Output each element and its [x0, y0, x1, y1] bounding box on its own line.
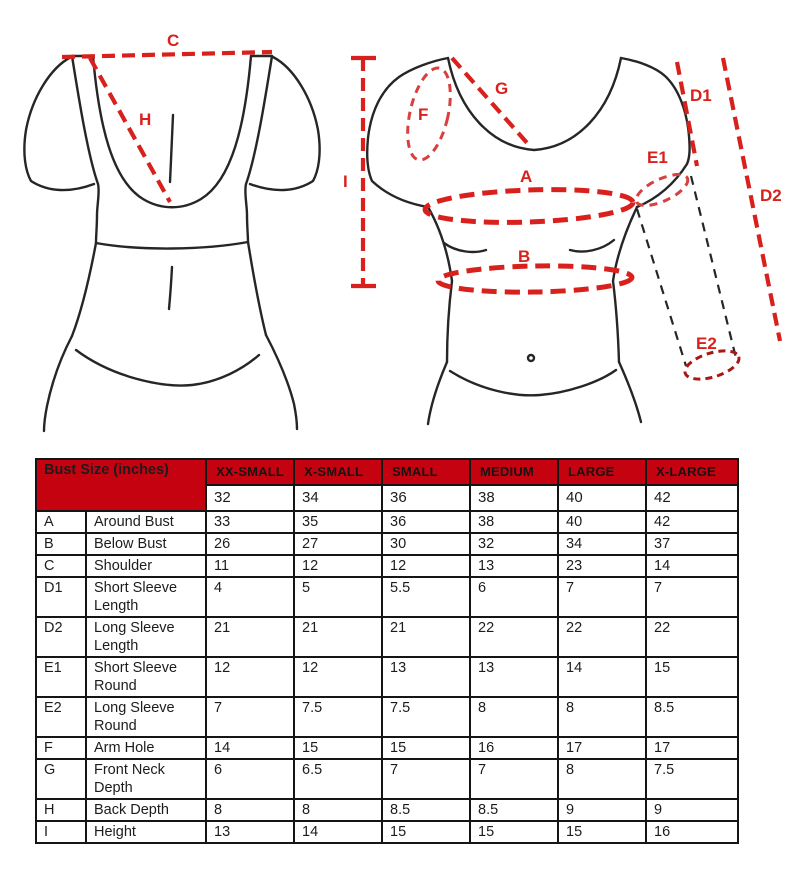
size-value-cell: 16: [470, 737, 558, 759]
measure-line-H: [90, 58, 170, 202]
size-value-cell: 13: [470, 555, 558, 577]
measure-code-cell: E2: [36, 697, 86, 737]
size-value-cell: 33: [206, 511, 294, 533]
label-G: G: [495, 79, 509, 98]
bust-value-cell: 38: [470, 485, 558, 511]
size-value-cell: 14: [646, 555, 738, 577]
size-value-cell: 8.5: [646, 697, 738, 737]
label-D1: D1: [690, 86, 712, 105]
size-value-cell: 14: [558, 657, 646, 697]
size-value-cell: 12: [206, 657, 294, 697]
column-header: SMALL: [382, 459, 470, 485]
table-row: [36, 657, 738, 697]
size-value-cell: 8: [470, 697, 558, 737]
table-header-row: [36, 459, 738, 485]
label-A: A: [520, 167, 533, 186]
size-value-cell: 4: [206, 577, 294, 617]
label-E1: E1: [647, 148, 668, 167]
size-value-cell: 15: [470, 821, 558, 843]
measure-name-cell: Short Sleeve Length: [86, 577, 206, 617]
measure-name-cell: Height: [86, 821, 206, 843]
column-header: MEDIUM: [470, 459, 558, 485]
measure-code-cell: C: [36, 555, 86, 577]
front-hip-left: [428, 362, 447, 424]
size-value-cell: 12: [382, 555, 470, 577]
size-value-cell: 8.5: [470, 799, 558, 821]
table-row: [36, 511, 738, 533]
table-row: [36, 737, 738, 759]
front-bust-curve-left: [444, 243, 486, 252]
size-value-cell: 16: [646, 821, 738, 843]
measure-ellipse-F: [400, 64, 458, 164]
label-H: H: [139, 110, 152, 129]
size-value-cell: 17: [646, 737, 738, 759]
navel-mark: [528, 355, 534, 361]
size-value-cell: 7: [382, 759, 470, 799]
back-left-strap-side: [72, 56, 99, 243]
back-bottom-hem: [76, 350, 259, 385]
size-value-cell: 8: [206, 799, 294, 821]
back-waist-hem: [96, 242, 248, 249]
table-row: [36, 759, 738, 799]
size-value-cell: 7.5: [382, 697, 470, 737]
size-value-cell: 38: [470, 511, 558, 533]
measure-line-C: [62, 52, 272, 57]
size-value-cell: 8: [558, 759, 646, 799]
measure-code-cell: D1: [36, 577, 86, 617]
size-value-cell: 6.5: [294, 759, 382, 799]
back-hip-left: [44, 336, 72, 431]
size-value-cell: 7: [558, 577, 646, 617]
size-value-cell: 15: [382, 737, 470, 759]
size-value-cell: 14: [294, 821, 382, 843]
size-value-cell: 21: [382, 617, 470, 657]
table-row: [36, 555, 738, 577]
size-value-cell: 35: [294, 511, 382, 533]
label-D2: D2: [760, 186, 782, 205]
measure-name-cell: Short Sleeve Round: [86, 657, 206, 697]
size-value-cell: 22: [646, 617, 738, 657]
measure-name-cell: Long Sleeve Round: [86, 697, 206, 737]
table-row: [36, 533, 738, 555]
table-row: [36, 821, 738, 843]
measure-name-cell: Front Neck Depth: [86, 759, 206, 799]
front-bust-curve-right: [570, 240, 614, 252]
size-value-cell: 27: [294, 533, 382, 555]
size-value-cell: 14: [206, 737, 294, 759]
size-value-cell: 6: [206, 759, 294, 799]
measure-code-cell: D2: [36, 617, 86, 657]
size-value-cell: 26: [206, 533, 294, 555]
size-value-cell: 12: [294, 555, 382, 577]
size-value-cell: 36: [382, 511, 470, 533]
table-row: [36, 617, 738, 657]
back-hip-right: [266, 335, 297, 429]
size-chart-table: [35, 458, 739, 844]
size-value-cell: 5.5: [382, 577, 470, 617]
size-value-cell: 7.5: [294, 697, 382, 737]
back-midriff-left: [72, 243, 96, 336]
size-value-cell: 12: [294, 657, 382, 697]
size-value-cell: 11: [206, 555, 294, 577]
measure-code-cell: A: [36, 511, 86, 533]
front-midriff-left: [447, 281, 452, 362]
back-navel-line: [169, 267, 172, 309]
size-value-cell: 21: [206, 617, 294, 657]
corner-cell: [36, 459, 206, 511]
corner-label: Bust Size (inches): [44, 462, 169, 478]
size-value-cell: 5: [294, 577, 382, 617]
label-I: I: [343, 172, 348, 191]
measure-name-cell: Below Bust: [86, 533, 206, 555]
size-value-cell: 17: [558, 737, 646, 759]
measure-name-cell: Long Sleeve Length: [86, 617, 206, 657]
size-value-cell: 15: [558, 821, 646, 843]
label-B: B: [518, 247, 531, 266]
bust-value-cell: 36: [382, 485, 470, 511]
front-view-figure: [343, 58, 782, 424]
measure-name-cell: Around Bust: [86, 511, 206, 533]
size-value-cell: 21: [294, 617, 382, 657]
measure-code-cell: E1: [36, 657, 86, 697]
table-row: [36, 799, 738, 821]
size-value-cell: 15: [646, 657, 738, 697]
size-value-cell: 8: [294, 799, 382, 821]
size-value-cell: 40: [558, 511, 646, 533]
column-header: LARGE: [558, 459, 646, 485]
size-value-cell: 7.5: [646, 759, 738, 799]
label-C: C: [167, 31, 180, 50]
label-E2: E2: [696, 334, 717, 353]
front-hip-right: [619, 362, 641, 422]
front-bottom-hem: [450, 370, 616, 395]
measure-ellipse-B: [438, 264, 632, 293]
size-value-cell: 13: [470, 657, 558, 697]
size-value-cell: 13: [382, 657, 470, 697]
back-center-seam: [170, 115, 173, 182]
size-value-cell: 8: [558, 697, 646, 737]
measure-code-cell: F: [36, 737, 86, 759]
bust-value-cell: 34: [294, 485, 382, 511]
size-value-cell: 34: [558, 533, 646, 555]
size-value-cell: 8.5: [382, 799, 470, 821]
size-value-cell: 30: [382, 533, 470, 555]
size-value-cell: 22: [558, 617, 646, 657]
size-value-cell: 13: [206, 821, 294, 843]
size-value-cell: 6: [470, 577, 558, 617]
size-value-cell: 9: [558, 799, 646, 821]
bust-value-cell: 32: [206, 485, 294, 511]
table-row: [36, 577, 738, 617]
front-midriff-right: [613, 281, 619, 362]
size-value-cell: 9: [646, 799, 738, 821]
size-value-cell: 7: [470, 759, 558, 799]
column-header: X-SMALL: [294, 459, 382, 485]
measure-line-I-caps: [351, 58, 376, 286]
size-value-cell: 42: [646, 511, 738, 533]
front-neckline: [448, 58, 621, 150]
back-right-strap-side: [245, 56, 272, 242]
measure-code-cell: G: [36, 759, 86, 799]
measure-code-cell: B: [36, 533, 86, 555]
size-value-cell: 23: [558, 555, 646, 577]
back-view-figure: [24, 31, 319, 431]
table-row: [36, 697, 738, 737]
measure-line-D1: [677, 62, 697, 166]
size-value-cell: 37: [646, 533, 738, 555]
measure-code-cell: H: [36, 799, 86, 821]
column-header: X-LARGE: [646, 459, 738, 485]
size-value-cell: 15: [382, 821, 470, 843]
measure-name-cell: Arm Hole: [86, 737, 206, 759]
measure-ellipse-E1: [632, 168, 692, 212]
measure-code-cell: I: [36, 821, 86, 843]
measure-ellipse-A: [425, 186, 634, 225]
size-value-cell: 15: [294, 737, 382, 759]
bust-value-cell: 42: [646, 485, 738, 511]
size-value-cell: 7: [206, 697, 294, 737]
column-header: XX-SMALL: [206, 459, 294, 485]
size-value-cell: 22: [470, 617, 558, 657]
measure-name-cell: Shoulder: [86, 555, 206, 577]
front-right-sleeve: [621, 58, 690, 207]
label-F: F: [418, 105, 429, 124]
back-midriff-right: [248, 242, 266, 335]
size-value-cell: 7: [646, 577, 738, 617]
measure-name-cell: Back Depth: [86, 799, 206, 821]
bust-value-cell: 40: [558, 485, 646, 511]
size-value-cell: 32: [470, 533, 558, 555]
